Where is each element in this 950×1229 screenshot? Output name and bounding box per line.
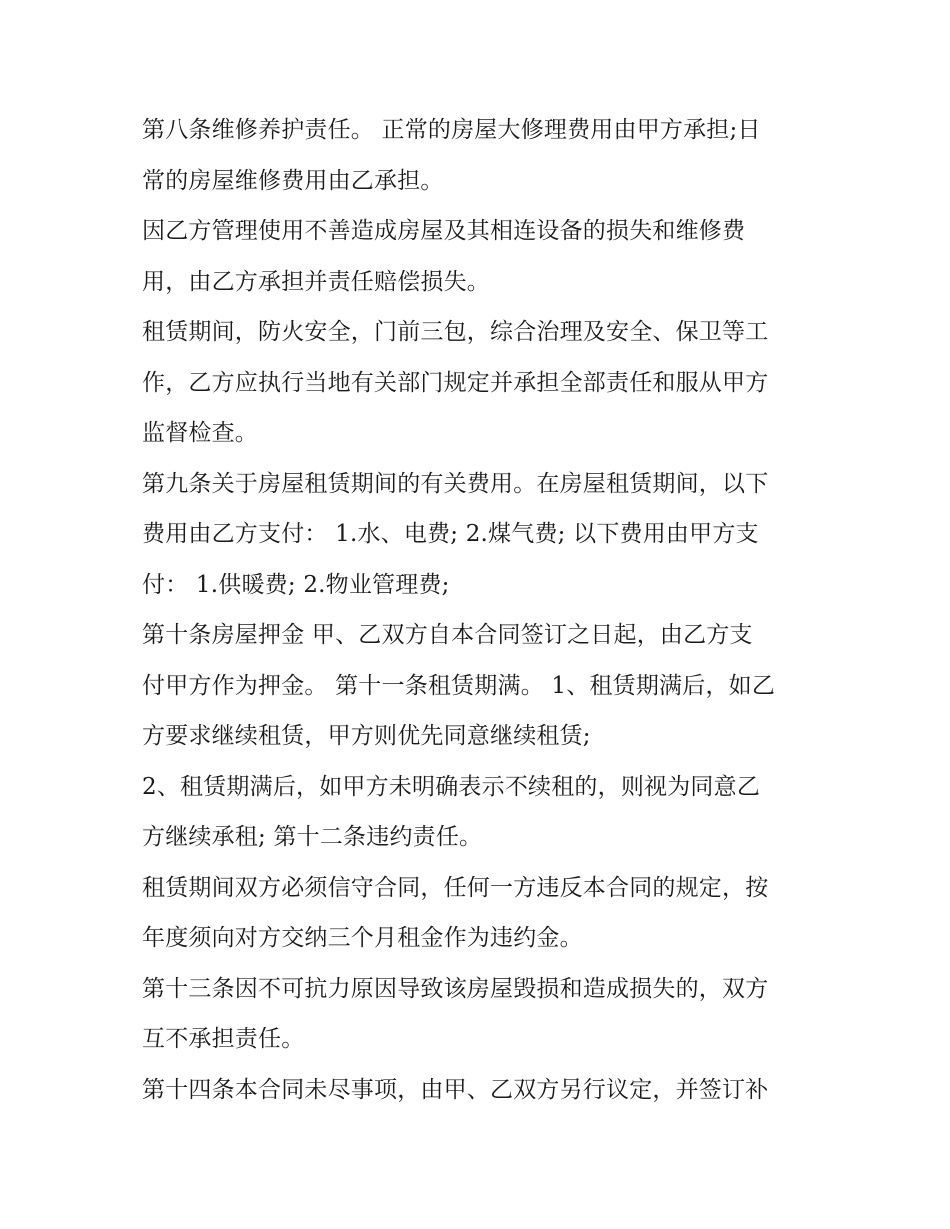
paragraph-safety-duties [142, 307, 814, 459]
text-line: 租赁期间双方必须信守合同，任何一方违反本合同的规定，按 [142, 874, 769, 901]
text-line: 第八条维修养护责任。 正常的房屋大修理费用由甲方承担;日 [142, 117, 761, 143]
text-line: 租赁期间，防火安全，门前三包，综合治理及安全、保卫等工 [142, 319, 769, 345]
paragraph-article-8 [142, 105, 814, 206]
paragraph-renewal [142, 762, 814, 863]
text-line: 年度须向对方交纳三个月租金作为违约金。 [142, 925, 583, 951]
paragraph-breach-penalty [142, 863, 814, 964]
text-line: 第十三条因不可抗力原因导致该房屋毁损和造成损失的，双方 [142, 975, 769, 1002]
document-body [142, 105, 814, 1115]
text-line: 常的房屋维修费用由乙承担。 [142, 167, 444, 194]
text-line: 付甲方作为押金。 第十一条租赁期满。 1、租赁期满后，如乙 [142, 672, 776, 699]
text-line: 监督检查。 [142, 420, 258, 446]
paragraph-article-9 [142, 459, 814, 611]
text-line: 方继续承租; 第十二条违约责任。 [142, 824, 483, 850]
text-line: 第九条关于房屋租赁期间的有关费用。在房屋租赁期间，以下 [142, 470, 769, 497]
paragraph-article-13 [142, 964, 814, 1065]
text-line: 用，由乙方承担并责任赔偿损失。 [142, 268, 490, 295]
text-line: 付： 1.供暖费; 2.物业管理费; [142, 571, 450, 598]
text-line: 作，乙方应执行当地有关部门规定并承担全部责任和服从甲方 [142, 369, 769, 396]
text-line: 互不承担责任。 [142, 1026, 305, 1052]
text-line: 因乙方管理使用不善造成房屋及其相连设备的损失和维修费 [142, 218, 746, 244]
text-line: 第十四条本合同未尽事项，由甲、乙双方另行议定，并签订补 [142, 1076, 769, 1103]
paragraph-article-14 [142, 1065, 814, 1116]
text-line: 费用由乙方支付： 1.水、电费; 2.煤气费; 以下费用由甲方支 [142, 521, 759, 547]
text-line: 2、租赁期满后，如甲方未明确表示不续租的，则视为同意乙 [142, 773, 761, 800]
paragraph-damage-liability [142, 206, 814, 307]
text-line: 第十条房屋押金 甲、乙双方自本合同签订之日起，由乙方支 [142, 622, 753, 648]
text-line: 方要求继续租赁，甲方则优先同意继续租赁; [142, 723, 591, 749]
paragraph-article-10-11 [142, 610, 814, 762]
